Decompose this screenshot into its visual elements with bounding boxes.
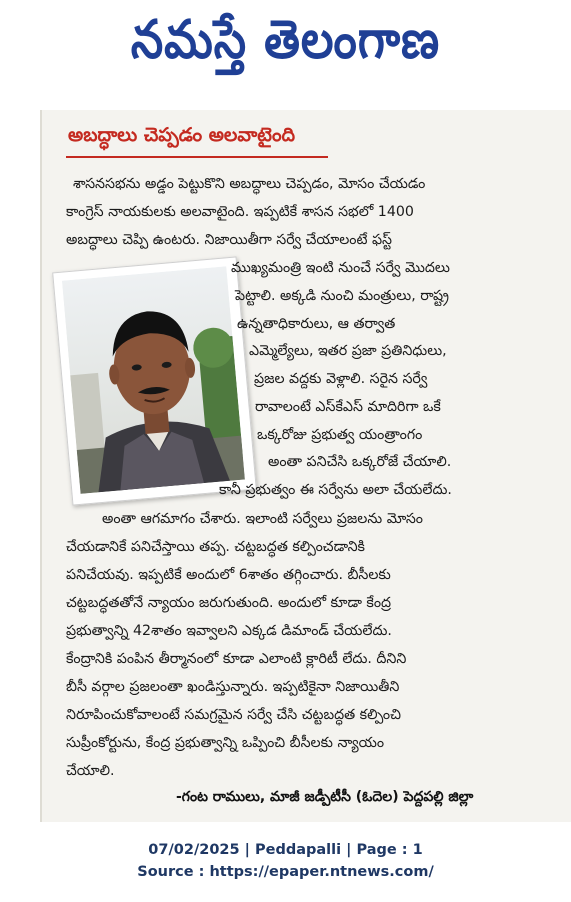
newspaper-logo: నమస్తే తెలంగాణ <box>130 8 441 71</box>
article-line: ఒక్కరోజు ప్రభుత్వ యంత్రాంగం <box>257 427 423 443</box>
article-line: కాంగ్రెస్ నాయకులకు అలవాటైంది. ఇప్పటికే శాసన సభలో 1400 <box>66 204 414 220</box>
edition-info: 07/02/2025 | Peddapalli | Page : 1 <box>148 842 423 858</box>
author-photo <box>52 256 257 505</box>
article-line: పెట్టాలి. అక్కడి నుంచి మంత్రులు, రాష్ట్ర <box>235 288 449 304</box>
clipping-edge <box>40 110 42 822</box>
headline-underline <box>66 156 328 158</box>
article-line: అంతా పనిచేసి ఒక్కరోజే చేయాలి. <box>268 454 452 470</box>
article-line: రావాలంటే ఎస్‌కేఎస్ మాదిరిగా ఒకే <box>255 399 441 415</box>
source-link[interactable]: Source : https://epaper.ntnews.com/ <box>137 864 434 880</box>
article-line: కేంద్రానికి పంపిన తీర్మానంలో కూడా ఎలాంటి క్లారిటీ లేదు. దీనిని <box>66 651 407 667</box>
article-line: పనిచేయవు. ఇప్పటికే అందులో 6శాతం తగ్గించారు. బీసీలకు <box>66 567 391 583</box>
article-line: ముఖ్యమంత్రి ఇంటి నుంచే సర్వే మొదలు <box>231 260 450 276</box>
article-line: ప్రజల వద్దకు వెళ్లాలి. సరైన సర్వే <box>254 371 428 387</box>
article-line: బీసీ వర్గాల ప్రజలంతా ఖండిస్తున్నారు. ఇప్పటికైనా నిజాయితీని <box>66 679 400 695</box>
article-line: అంతా ఆగమాగం చేశారు. ఇలాంటి సర్వేలు ప్రజలను మోసం <box>102 511 423 527</box>
article-headline: అబద్ధాలు చెప్పడం అలవాటైంది <box>68 124 296 146</box>
article-line: అబద్ధాలు చెప్పి ఉంటరు. నిజాయితీగా సర్వే చేయాలంటే ఫస్ట్ <box>66 232 392 248</box>
article-line: ఉన్నతాధికారులు, ఆ తర్వాత <box>237 316 396 332</box>
article-line: చేయడానికే పనిచేస్తాయి తప్ప. చట్టబద్ధత కల్పించడానికి <box>66 539 365 555</box>
article-line: నిరూపించుకోవాలంటే సమగ్రమైన సర్వే చేసి చట్టబద్ధత కల్పించి <box>66 707 401 723</box>
person-portrait-icon <box>62 266 245 494</box>
author-signature: -గంట రాములు, మాజీ జడ్పీటీసీ (ఓదెల) పెద్దపల్లి జిల్లా <box>176 789 474 805</box>
article-line: శాసనసభను అడ్డం పెట్టుకొని అబద్ధాలు చెప్పడం, మోసం చేయడం <box>73 176 426 192</box>
article-line: ప్రభుత్వాన్ని 42శాతం ఇవ్వాలని ఎక్కడ డిమాండ్ చేయలేదు. <box>66 623 392 639</box>
article-line: కానీ ప్రభుత్వం ఈ సర్వేను అలా చేయలేదు. <box>219 482 452 498</box>
article-line: చేయాలి. <box>66 763 115 779</box>
article-line: చట్టబద్ధతతోనే న్యాయం జరుగుతుంది. అందులో కూడా కేంద్ర <box>66 595 392 611</box>
article-line: సుప్రీంకోర్టును, కేంద్ర ప్రభుత్వాన్ని ఒప్పించి బీసీలకు న్యాయం <box>66 735 385 751</box>
article-line: ఎమ్మెల్యేలు, ఇతర ప్రజా ప్రతినిధులు, <box>249 343 447 359</box>
masthead <box>0 0 571 92</box>
